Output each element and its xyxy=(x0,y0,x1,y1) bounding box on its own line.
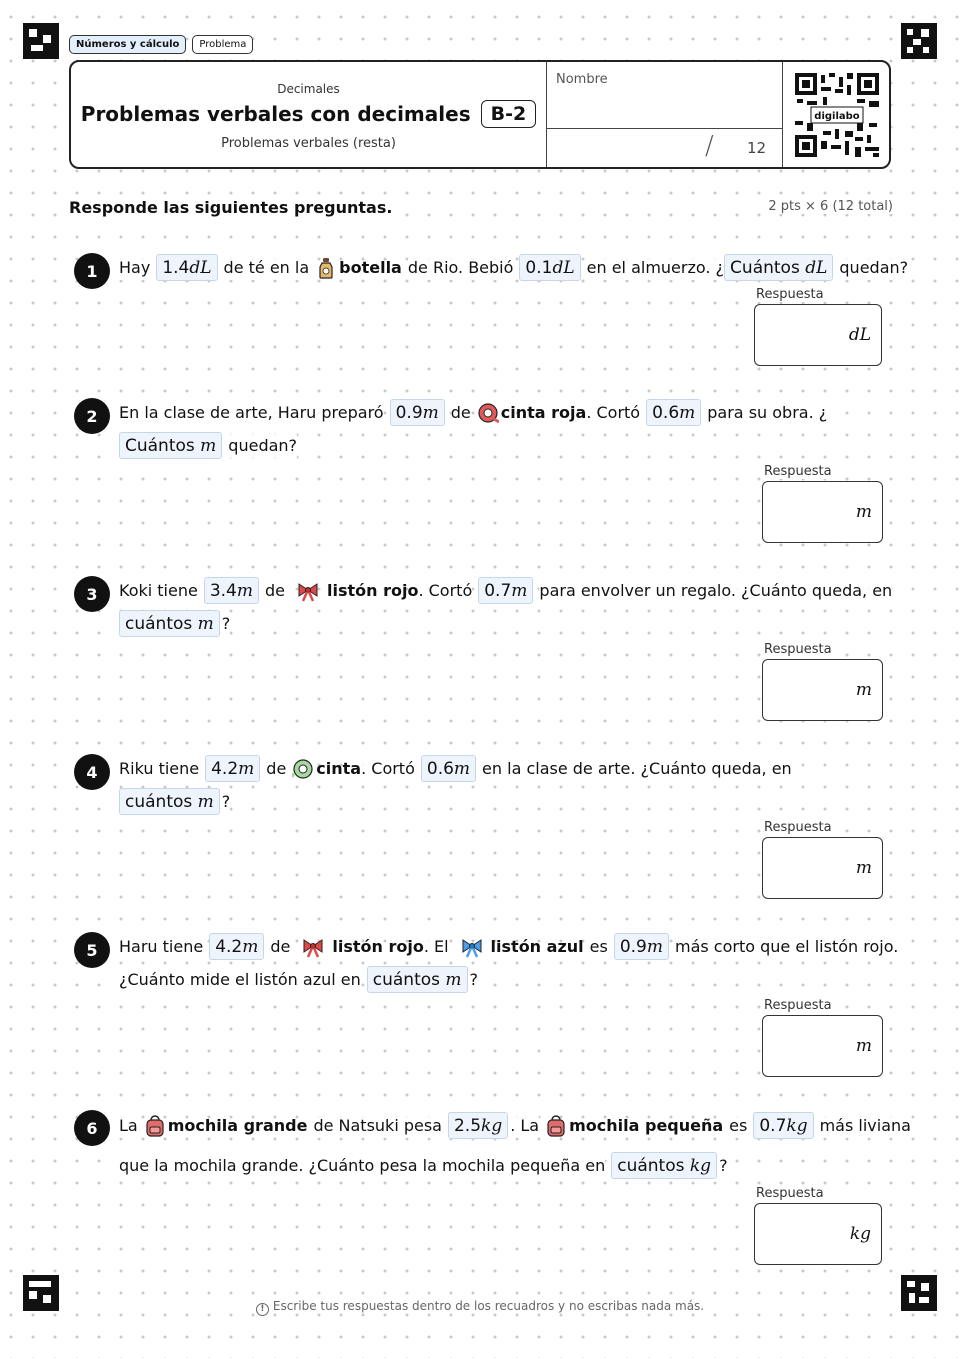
value-box: 0.7m xyxy=(478,577,533,604)
question-text: La mochila grande de Natsuki pesa 2.5kg . La mochila pequeña es 0.7kg más liviana xyxy=(119,1112,911,1139)
value-box: 4.2m xyxy=(209,933,264,960)
instructions: Responde las siguientes preguntas. xyxy=(69,198,396,217)
value-box: 0.9m xyxy=(614,933,669,960)
question-number: 4 xyxy=(74,754,110,790)
value-box: 0.6m xyxy=(421,755,476,782)
value-box: 0.1dL xyxy=(519,254,580,281)
question-number: 2 xyxy=(74,398,110,434)
footer-note xyxy=(0,1299,960,1316)
score-field[interactable] xyxy=(546,129,782,167)
answer-box[interactable] xyxy=(762,481,883,543)
question-highlight: cuántos kg xyxy=(611,1152,717,1179)
tape-roll-green-icon xyxy=(292,757,310,781)
question-highlight: Cuántos m xyxy=(119,432,222,459)
answer-box[interactable] xyxy=(754,304,882,366)
answer-unit: m xyxy=(855,1036,872,1056)
answer-label: Respuesta xyxy=(764,642,832,657)
answer-unit: m xyxy=(855,680,872,700)
worksheet-header xyxy=(69,60,891,169)
bottle-icon xyxy=(315,256,333,280)
title-block xyxy=(71,62,546,167)
bow-red-icon xyxy=(291,579,321,603)
answer-box[interactable] xyxy=(754,1203,882,1265)
question-text-line-2: que la mochila grande. ¿Cuánto pesa la mochila pequeña en cuántos kg ? xyxy=(119,1152,728,1179)
qr-code-icon xyxy=(795,73,879,157)
question-number: 1 xyxy=(74,253,110,289)
category-tag: Números y cálculo xyxy=(69,35,186,54)
corner-marker-top-right xyxy=(901,23,937,59)
answer-unit: m xyxy=(855,858,872,878)
question-number: 6 xyxy=(74,1110,110,1146)
value-box: 1.4dL xyxy=(156,254,217,281)
info-icon: ! xyxy=(256,1303,269,1316)
footer-text: Escribe tus respuestas dentro de los recuadros y no escribas nada más. xyxy=(272,1299,705,1313)
question-text: Koki tiene 3.4m de listón rojo . Cortó 0.7m para envolver un regalo. ¿Cuánto queda, en xyxy=(119,577,892,604)
answer-label: Respuesta xyxy=(764,464,832,479)
answer-unit: dL xyxy=(848,325,871,345)
title-row xyxy=(71,100,546,128)
value-box: 0.9m xyxy=(390,399,445,426)
question-text-line-2: cuántos m ? xyxy=(119,610,230,637)
bow-red-icon xyxy=(296,935,326,959)
question-number: 5 xyxy=(74,932,110,968)
name-field[interactable] xyxy=(546,62,782,129)
question-text: Riku tiene 4.2m de cinta . Cortó 0.6m en la clase de arte. ¿Cuánto queda, en xyxy=(119,755,792,782)
answer-label: Respuesta xyxy=(764,998,832,1013)
value-box: 4.2m xyxy=(205,755,260,782)
answer-unit: m xyxy=(855,502,872,522)
type-tag: Problema xyxy=(192,35,253,54)
question-highlight: cuántos m xyxy=(367,966,468,993)
points-info: 2 pts × 6 (12 total) xyxy=(765,199,893,214)
value-box: 0.6m xyxy=(646,399,701,426)
answer-box[interactable] xyxy=(762,1015,883,1077)
question-number: 3 xyxy=(74,576,110,612)
answer-box[interactable] xyxy=(762,837,883,899)
question-text-line-2: ¿Cuánto mide el listón azul en cuántos m ? xyxy=(119,966,478,993)
question-text: En la clase de arte, Haru preparó 0.9m de cinta roja . Cortó 0.6m para su obra. ¿ xyxy=(119,399,827,426)
tape-roll-red-icon xyxy=(477,401,495,425)
score-slash: / xyxy=(705,131,714,161)
question-highlight: cuántos m xyxy=(119,788,220,815)
score-total: 12 xyxy=(747,139,767,157)
answer-unit: kg xyxy=(849,1224,871,1244)
page-subtitle: Problemas verbales (resta) xyxy=(221,136,396,151)
value-box: 3.4m xyxy=(204,577,259,604)
value-box: 2.5kg xyxy=(448,1112,508,1139)
backpack-icon xyxy=(144,1114,162,1138)
answer-label: Respuesta xyxy=(756,1186,824,1201)
value-box: 0.7kg xyxy=(753,1112,813,1139)
question-text: Haru tiene 4.2m de listón rojo . El listón azul es 0.9m más corto que el listón rojo. xyxy=(119,933,898,960)
question-highlight: cuántos m xyxy=(119,610,220,637)
question-highlight: Cuántos dL xyxy=(724,254,833,281)
tag-row xyxy=(69,35,253,54)
worksheet-code-badge: B-2 xyxy=(481,100,537,128)
qr-area xyxy=(782,62,889,167)
name-label: Nombre xyxy=(556,72,608,87)
question-text-line-2: Cuántos m quedan? xyxy=(119,432,297,459)
page-title: Problemas verbales con decimales xyxy=(80,102,471,126)
question-text-line-2: cuántos m ? xyxy=(119,788,230,815)
svg-text:digilabo: digilabo xyxy=(814,111,860,122)
answer-label: Respuesta xyxy=(756,287,824,302)
bow-blue-icon xyxy=(455,935,485,959)
corner-marker-top-left xyxy=(23,23,59,59)
subject-label: Decimales xyxy=(277,82,340,96)
question-text: Hay 1.4dL de té en la botella de Rio. Bebió 0.1dL en el almuerzo. ¿ Cuántos dL quedan? xyxy=(119,254,908,281)
answer-label: Respuesta xyxy=(764,820,832,835)
answer-box[interactable] xyxy=(762,659,883,721)
backpack-icon xyxy=(545,1114,563,1138)
